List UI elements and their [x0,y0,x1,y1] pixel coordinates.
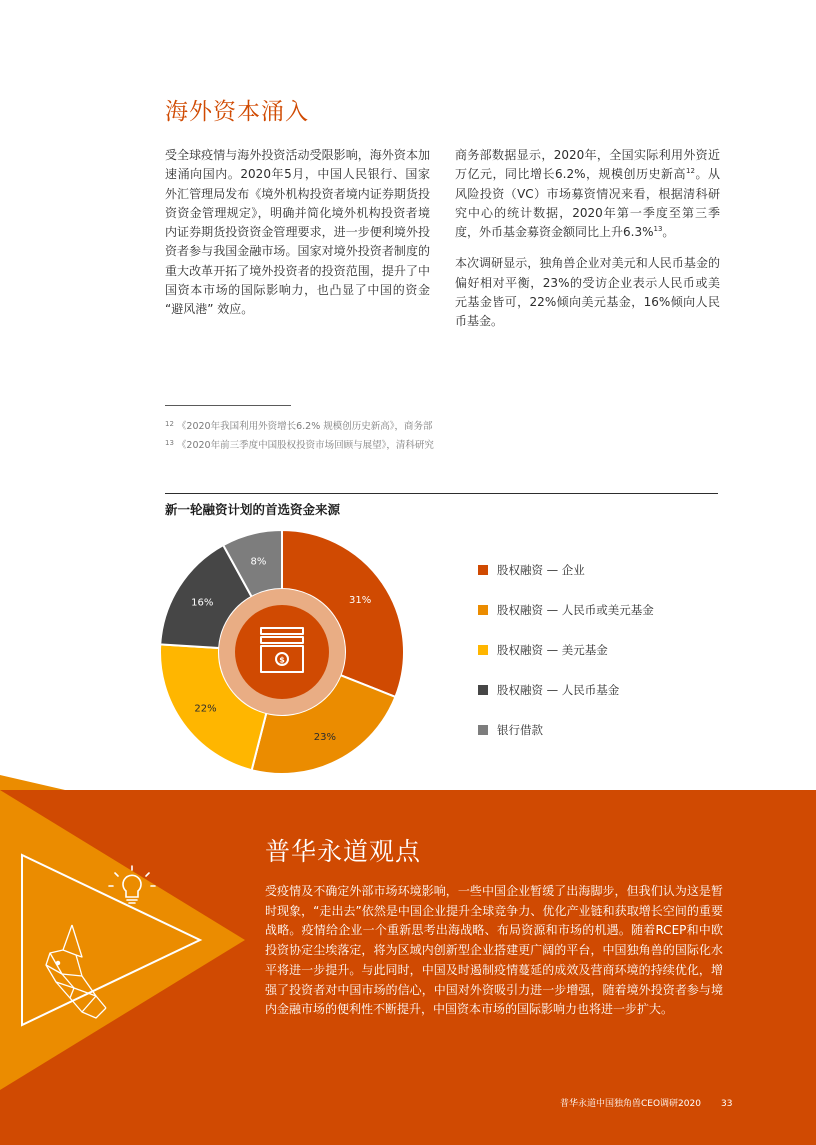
footnote-text: 《2020年前三季度中国股权投资市场回顾与展望》，清科研究 [176,440,434,451]
legend-label: 股权融资 — 人民币或美元基金 [497,603,654,617]
slice-label-2: 22% [194,703,217,715]
slice-label-0: 31% [349,594,372,606]
page-number: 33 [720,1099,733,1109]
legend-label: 股权融资 — 企业 [497,563,585,577]
legend-swatch [478,565,488,575]
footer-report-name: 普华永道中国独角兽CEO调研2020 [560,1099,701,1109]
svg-text:$: $ [279,655,285,665]
footnote-number: 13 [165,439,174,447]
chart-title: 新一轮融资计划的首选资金来源 [165,502,341,517]
footnote-item [165,416,434,435]
legend-swatch [478,605,488,615]
legend-swatch [478,685,488,695]
slice-label-3: 16% [191,597,214,609]
slice-label-4: 8% [250,556,267,568]
legend-label: 股权融资 — 美元基金 [497,643,608,657]
left-paragraph: 受全球疫情与海外投资活动受限影响，海外资本加速涌向国内。2020年5月，中国人民银行、国家外汇管理局发布《境外机构投资者境内证券期货投资资金管理规定》，明确并简化境外机构投资者境内证券期货投资资金管理要求，进一步便利境外投资者参与我国金融市场。国家对境外投资者制度的重大改革开拓了境外投资者的投资范围，提升了中国资本市场的国际影响力，也凸显了中国的资金 “避风港” 效应。 [165,148,430,317]
chart-divider [165,493,718,494]
right-p1-text-a: 商务部数据显示，2020年，全国实际利用外资近万亿元，同比增长6.2%，规模创历史新高 [455,148,720,182]
right-paragraph-1 [455,146,720,242]
right-paragraph-2: 本次调研显示，独角兽企业对美元和人民币基金的偏好相对平衡，23%的受访企业表示人民币或美元基金皆可，22%倾向美元基金，16%倾向人民币基金。 [455,256,720,329]
footnote-text: 《2020年我国利用外资增长6.2% 规模创历史新高》，商务部 [176,421,433,432]
viewpoint-text: 受疫情及不确定外部市场环境影响，一些中国企业暂缓了出海脚步，但我们认为这是暂时现象，“走出去”依然是中国企业提升全球竞争力、优化产业链和获取增长空间的重要战略。疫情给企业一个重新思考出海战略、布局资源和市场的机遇。随着RCEP和中欧投资协定尘埃落定，将为区域内创新型企业搭建更广阔的平台，中国独角兽的国际化水平将进一步提升。与此同时，中国及时遏制疫情蔓延的成效及营商环境的持续优化，增强了投资者对中国市场的信心，中国对外资吸引力进一步增强，随着境外投资者参与境内金融市场的便利性不断提升，中国资本市场的国际影响力也将进一步扩大。 [265,884,723,1017]
page-footer [560,1096,732,1109]
legend-swatch [478,725,488,735]
section-title: 海外资本涌入 [165,99,309,125]
right-p1-text-b: 。从风险投资（VC）市场募资情况来看，根据清科研究中心的统计数据，2020年第一季度至第三季度，外币基金募资金额同比上升6.3% [455,167,720,240]
donut-chart [160,525,415,780]
right-p1-text-c: 。 [662,225,675,240]
footnotes [165,416,434,454]
right-column [455,146,720,344]
legend-swatch [478,645,488,655]
footnote-ref-12: 12 [686,167,695,176]
footnote-divider [165,405,291,406]
footnote-ref-13: 13 [653,225,663,234]
footnote-item [165,435,434,454]
slice-label-1: 23% [313,732,337,744]
banner-corner [0,775,65,790]
legend-label: 银行借款 [497,723,543,737]
left-column [165,146,430,332]
footnote-number: 12 [165,420,174,428]
legend-label: 股权融资 — 人民币基金 [497,683,620,697]
viewpoint-title: 普华永道观点 [265,837,422,866]
